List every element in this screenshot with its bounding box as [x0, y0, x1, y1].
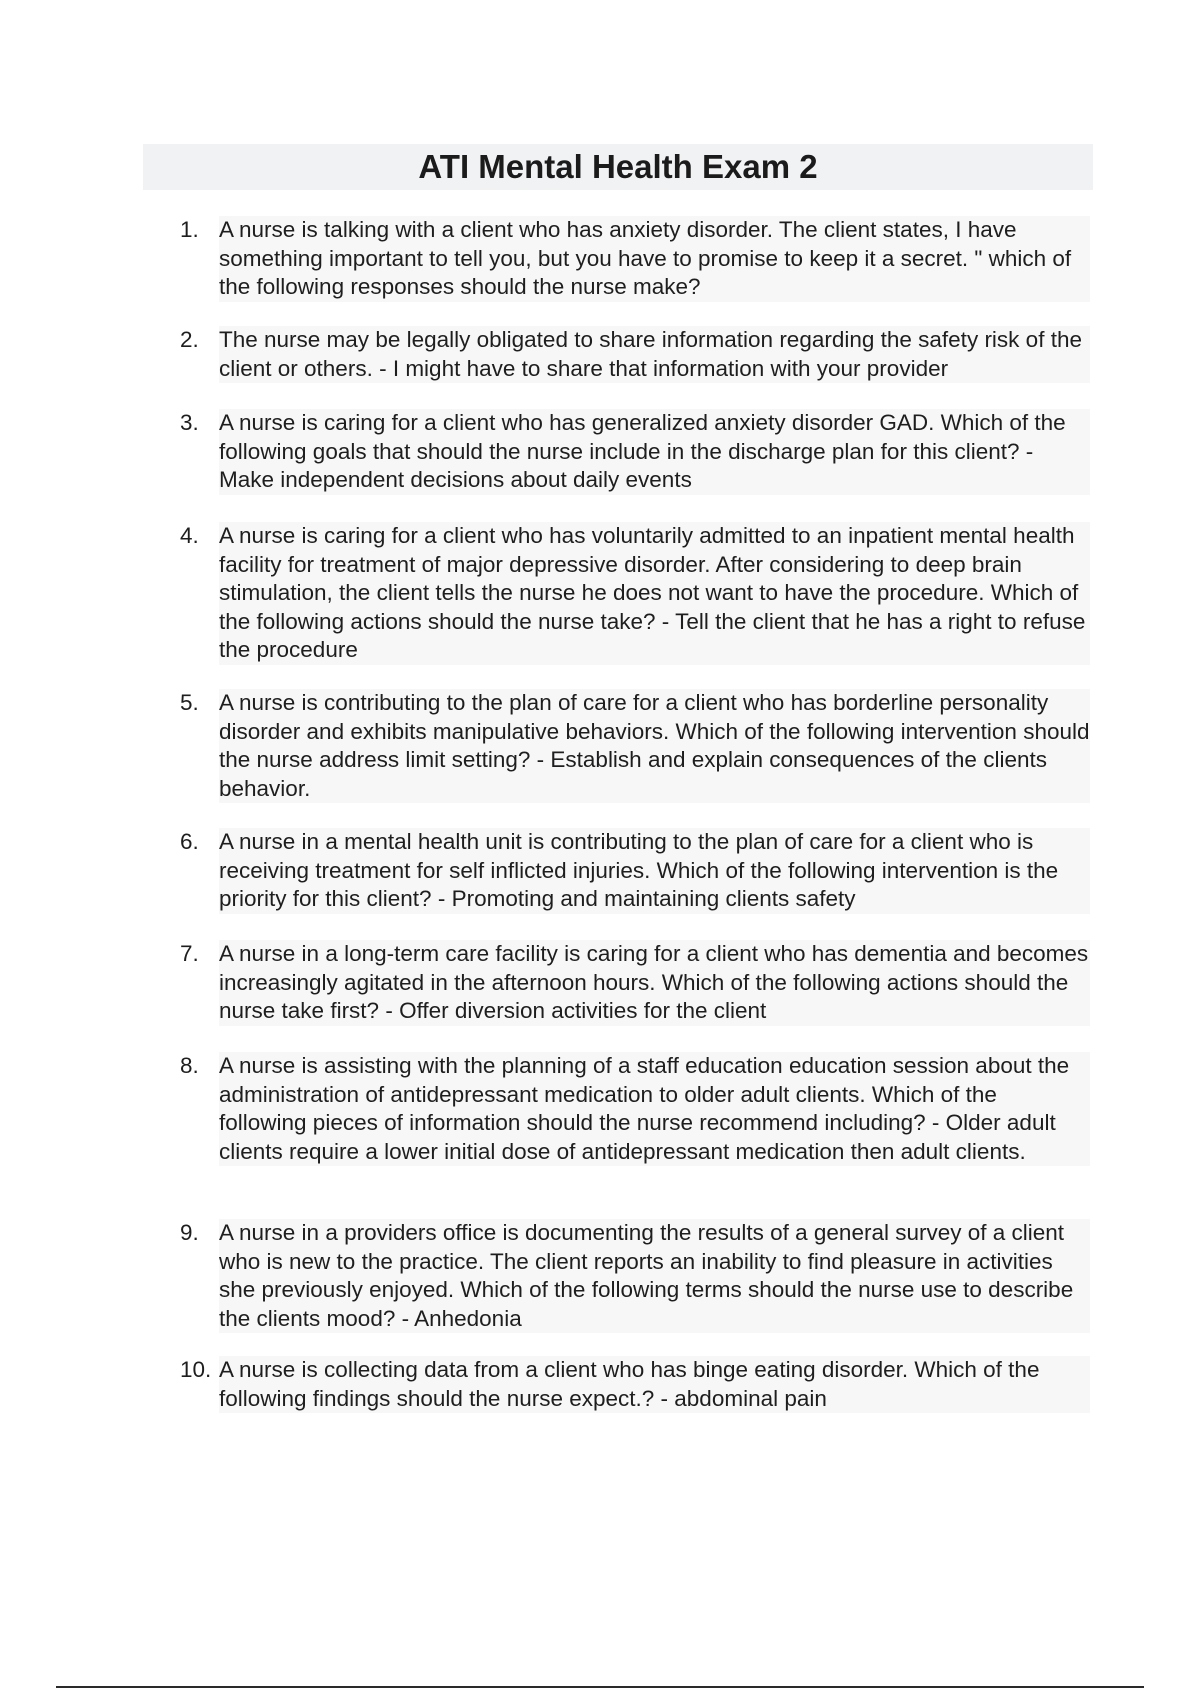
question-text: A nurse in a long-term care facility is caring for a client who has dementia and becomes increasingly agitated in the afternoon hours. Which of the following actions should the nurse take first? - Offer diversion activities for the client: [219, 940, 1090, 1026]
question-number: 2.: [180, 327, 199, 352]
question-text: A nurse in a providers office is documenting the results of a general survey of a client who is new to the practice. The client reports an inability to find pleasure in activities she previously enjoyed. Which of the following terms should the nurse use to describe the clients mood? - Anhedonia: [219, 1219, 1090, 1333]
question-number: 3.: [180, 410, 199, 435]
question-item: [180, 409, 1090, 495]
question-number: 8.: [180, 1053, 199, 1078]
question-text: A nurse is contributing to the plan of care for a client who has borderline personality disorder and exhibits manipulative behaviors. Which of the following intervention should the nurse address limit setting? - Establish and explain consequences of the clients behavior.: [219, 689, 1090, 803]
question-item: [180, 326, 1090, 383]
question-item: [180, 1356, 1090, 1413]
question-number: 1.: [180, 217, 199, 242]
bottom-divider: [56, 1686, 1144, 1688]
question-item: [180, 689, 1090, 803]
question-item: [180, 216, 1090, 302]
question-text: A nurse is assisting with the planning of a staff education education session about the administration of antidepressant medication to older adult clients. Which of the following pieces of information should the nurse recommend including? - Older adult clients require a lower initial dose of antidepressant medication then adult clients.: [219, 1052, 1090, 1166]
question-text: A nurse is collecting data from a client who has binge eating disorder. Which of the following findings should the nurse expect.? - abdominal pain: [219, 1356, 1090, 1413]
question-text: A nurse is caring for a client who has voluntarily admitted to an inpatient mental health facility for treatment of major depressive disorder. After considering to deep brain stimulation, the client tells the nurse he does not want to have the procedure. Which of the following actions should the nurse take? - Tell the client that he has a right to refuse the procedure: [219, 522, 1090, 665]
question-number: 9.: [180, 1220, 199, 1245]
question-text: A nurse in a mental health unit is contributing to the plan of care for a client who is receiving treatment for self inflicted injuries. Which of the following intervention is the priority for this client? - Promoting and maintaining clients safety: [219, 828, 1090, 914]
question-number: 6.: [180, 829, 199, 854]
question-text: The nurse may be legally obligated to share information regarding the safety risk of the client or others. - I might have to share that information with your provider: [219, 326, 1090, 383]
question-number: 7.: [180, 941, 199, 966]
question-item: [180, 522, 1090, 665]
question-item: [180, 828, 1090, 914]
question-text: A nurse is caring for a client who has generalized anxiety disorder GAD. Which of the following goals that should the nurse include in the discharge plan for this client? - Make independent decisions about daily events: [219, 409, 1090, 495]
question-number: 5.: [180, 690, 199, 715]
question-number: 10.: [180, 1357, 212, 1382]
question-item: [180, 1219, 1090, 1333]
question-text: A nurse is talking with a client who has anxiety disorder. The client states, I have something important to tell you, but you have to promise to keep it a secret. " which of the following responses should the nurse make?: [219, 216, 1090, 302]
question-item: [180, 940, 1090, 1026]
question-number: 4.: [180, 523, 199, 548]
question-item: [180, 1052, 1090, 1166]
document-title: ATI Mental Health Exam 2: [418, 148, 818, 185]
